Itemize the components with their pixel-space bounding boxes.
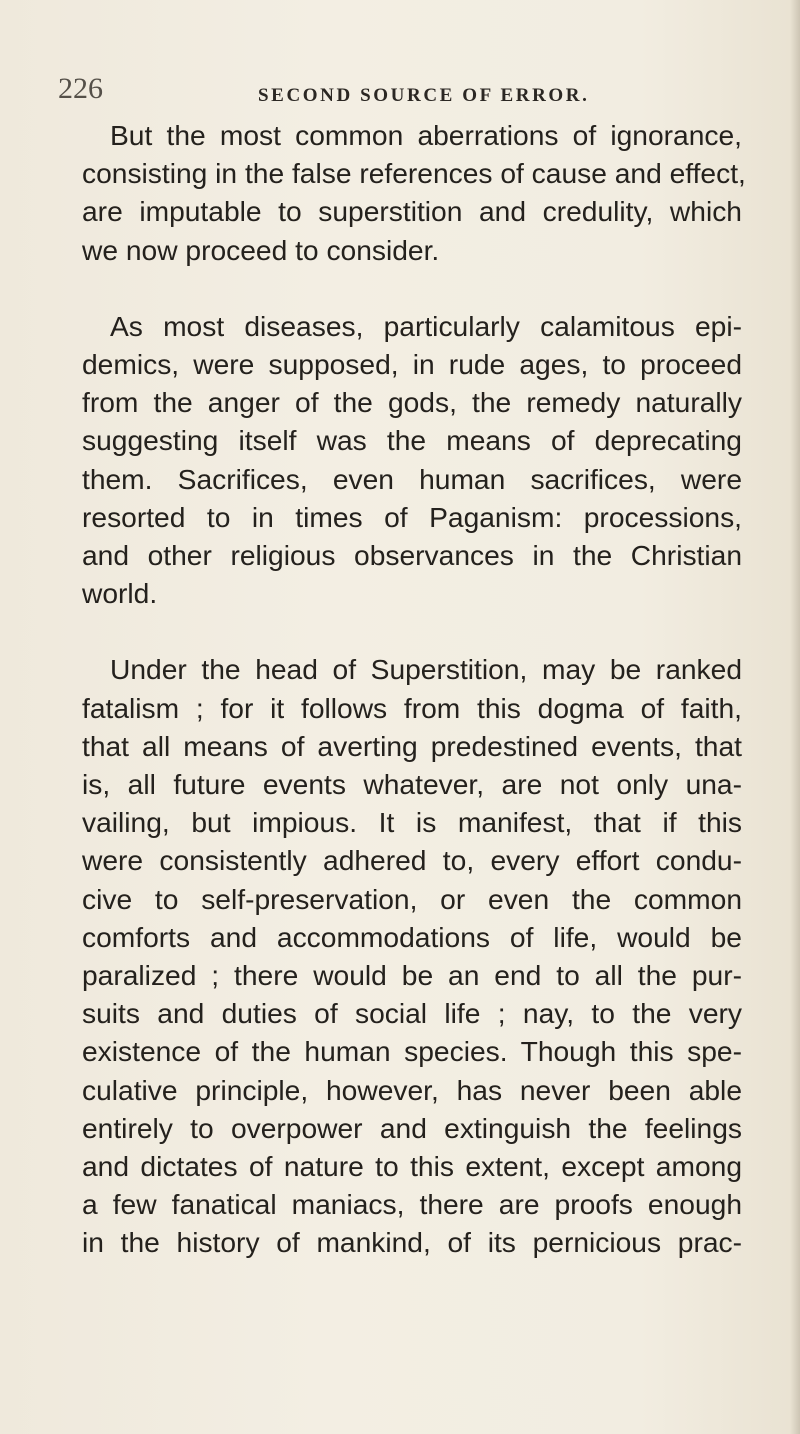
- text-line: comforts and accommodations of life, would be: [82, 920, 742, 953]
- paragraph-3: [82, 650, 742, 1261]
- text-line: consisting in the false references of cause and effect,: [82, 157, 746, 190]
- text-line: them. Sacrifices, even human sacrifices, were: [82, 462, 742, 495]
- text-line: cive to self-preservation, or even the common: [82, 882, 742, 915]
- text-line: and other religious observances in the Christian: [82, 539, 742, 572]
- text-line: culative principle, however, has never been able: [82, 1073, 742, 1106]
- text-line: are imputable to superstition and credulity, which: [82, 195, 742, 228]
- body-text: [82, 116, 746, 1262]
- text-line: world.: [82, 577, 158, 610]
- text-line: suits and duties of social life ; nay, to the very: [82, 997, 742, 1030]
- text-line: resorted to in times of Paganism: processions,: [82, 500, 742, 533]
- text-line: and dictates of nature to this extent, except among: [82, 1150, 742, 1183]
- text-line: Under the head of Superstition, may be ranked: [110, 653, 742, 686]
- text-line: demics, were supposed, in rude ages, to proceed: [82, 348, 742, 381]
- text-line: suggesting itself was the means of deprecating: [82, 424, 742, 457]
- paragraph-1: [82, 116, 746, 269]
- text-line: in the history of mankind, of its pernicious prac-: [82, 1226, 742, 1259]
- page-edge-shadow: [790, 0, 800, 1434]
- text-line: we now proceed to consider.: [82, 233, 440, 266]
- text-line: from the anger of the gods, the remedy naturally: [82, 386, 742, 419]
- text-line: that all means of averting predestined events, that: [82, 729, 742, 762]
- page-number: 226: [58, 72, 103, 105]
- paragraph-2: [82, 307, 742, 613]
- text-line: But the most common aberrations of ignorance,: [110, 119, 742, 151]
- running-head: [58, 72, 758, 112]
- text-line: fatalism ; for it follows from this dogma of faith,: [82, 691, 742, 724]
- text-line: is, all future events whatever, are not only una-: [82, 768, 742, 801]
- text-line: As most diseases, particularly calamitous epi-: [110, 309, 742, 342]
- text-line: entirely to overpower and extinguish the feelings: [82, 1111, 742, 1144]
- text-line: were consistently adhered to, every effort condu-: [82, 844, 742, 877]
- running-head-title: SECOND SOURCE OF ERROR.: [258, 85, 590, 106]
- text-line: paralized ; there would be an end to all the pur-: [82, 959, 742, 992]
- text-line: a few fanatical maniacs, there are proofs enough: [82, 1188, 742, 1221]
- text-line: existence of the human species. Though this spe-: [82, 1035, 742, 1068]
- text-line: vailing, but impious. It is manifest, that if this: [82, 806, 742, 839]
